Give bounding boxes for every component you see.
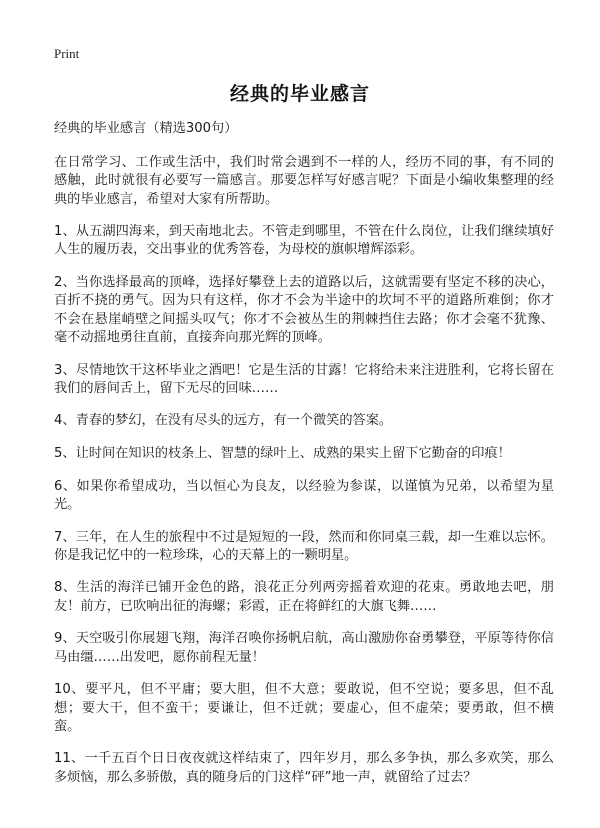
- document-body: [54, 120, 554, 801]
- intro-paragraph: 在日常学习、工作或生活中，我们时常会遇到不一样的人，经历不同的事，有不同的感触，此时就很有必要写一篇感言。那要怎样写好感言呢？下面是小编收集整理的经典的毕业感言，希望对大家有所帮助。: [54, 155, 554, 207]
- quote-paragraph-5: 5、让时间在知识的枝条上、智慧的绿叶上、成熟的果实上留下它勤奋的印痕！: [54, 446, 511, 462]
- quote-paragraph-1: 1、从五湖四海来，到天南地北去。不管走到哪里，不管在什么岗位，让我们继续填好人生的履历表，交出事业的优秀答卷，为母校的旗帜增辉添彩。: [54, 224, 554, 258]
- document-subtitle: 经典的毕业感言（精选300句）: [54, 121, 238, 136]
- quote-paragraph-7: 7、三年，在人生的旅程中不过是短短的一段，然而和你同桌三载，却一生难以忘怀。你是我记忆中的一粒珍珠，心的天幕上的一颗明星。: [54, 529, 554, 563]
- quote-paragraph-9: 9、天空吸引你展翅飞翔，海洋召唤你扬帆启航，高山激励你奋勇攀登，平原等待你信马由缰……出发吧，愿你前程无量！: [54, 631, 554, 665]
- quote-paragraph-2: 2、当你选择最高的顶峰，选择好攀登上去的道路以后，这就需要有坚定不移的决心，百折不挠的勇气。因为只有这样，你才不会为半途中的坎坷不平的道路所难倒；你才不会在悬崖峭壁之间摇头叹气；你才不会被丛生的荆棘挡住去路；你才会毫不犹豫、毫不动摇地勇往直前，直接奔向那光辉的顶峰。: [54, 275, 554, 345]
- quote-paragraph-3: 3、尽情地饮干这杯毕业之酒吧！它是生活的甘露！它将给未来注进胜利，它将长留在我们的唇间舌上，留下无尽的回味……: [54, 362, 554, 396]
- quote-paragraph-11: 11、一千五百个日日夜夜就这样结束了，四年岁月，那么多争执，那么多欢笑，那么多烦恼，那么多骄傲，真的随身后的门这样“砰”地一声，就留给了过去？: [54, 751, 554, 785]
- quote-paragraph-4: 4、青春的梦幻，在没有尽头的远方，有一个微笑的答案。: [54, 413, 393, 429]
- quote-paragraph-8: 8、生活的海洋已铺开金色的路，浪花正分列两旁摇着欢迎的花束。勇敢地去吧，朋友！前方，已吹响出征的海螺；彩霞，正在将鲜红的大旗飞舞……: [54, 580, 554, 614]
- page-title: 经典的毕业感言: [229, 83, 370, 105]
- print-label: Print: [54, 46, 80, 61]
- quote-paragraph-10: 10、要平凡，但不平庸；要大胆，但不大意；要敢说，但不空说；要多思，但不乱想；要大干，但不蛮干；要谦让，但不迁就；要虚心，但不虚荣；要勇敢，但不横蛮。: [54, 682, 554, 734]
- quote-paragraph-6: 6、如果你希望成功，当以恒心为良友，以经验为参谋，以谨慎为兄弟，以希望为星光。: [54, 478, 554, 512]
